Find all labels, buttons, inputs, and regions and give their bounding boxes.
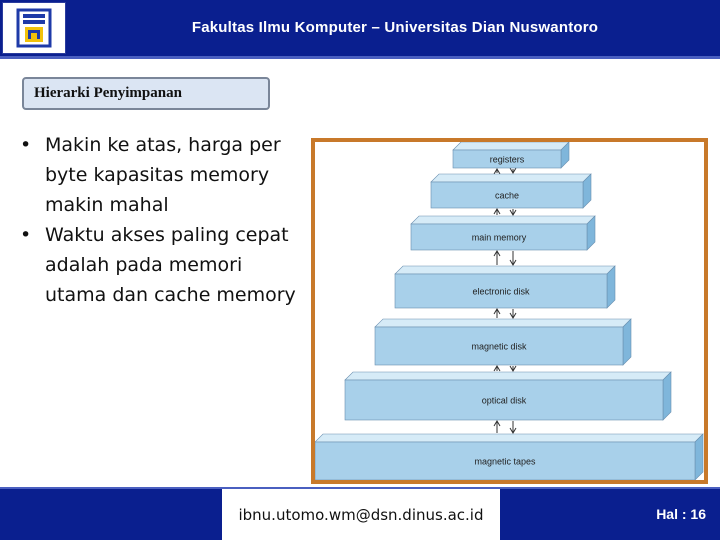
- level-label: electronic disk: [472, 286, 530, 297]
- level-side-face: [623, 319, 631, 365]
- header-title: Fakultas Ilmu Komputer – Universitas Dian Nuswantoro: [191, 19, 599, 36]
- university-logo: [2, 2, 66, 54]
- section-title-box: [22, 77, 270, 110]
- section-title: Hierarki Penyimpanan: [34, 85, 182, 101]
- bullet-text: Waktu akses paling cepat adalah pada memori utama dan cache memory: [45, 224, 296, 306]
- hierarchy-level: [395, 266, 615, 308]
- level-label: magnetic tapes: [474, 456, 536, 467]
- hierarchy-level: [345, 372, 671, 420]
- bullet-text: Makin ke atas, harga per byte kapasitas memory makin mahal: [45, 134, 281, 216]
- bullet-marker: •: [20, 134, 32, 156]
- hierarchy-level: [431, 174, 591, 208]
- level-label: main memory: [471, 232, 527, 243]
- storage-hierarchy-figure: [311, 138, 708, 484]
- level-top-face: [395, 266, 615, 274]
- level-label: optical disk: [481, 395, 527, 406]
- bullet-item: [18, 220, 303, 310]
- page-number: Hal : 16: [656, 506, 706, 522]
- level-top-face: [375, 319, 631, 327]
- level-label: magnetic disk: [471, 341, 527, 352]
- level-label: registers: [489, 154, 525, 165]
- level-top-face: [453, 142, 569, 150]
- bullet-list: [18, 130, 303, 310]
- footer-bar: [0, 487, 720, 540]
- footer-email: ibnu.utomo.wm@dsn.dinus.ac.id: [222, 489, 500, 542]
- hierarchy-level: [375, 319, 631, 365]
- level-top-face: [345, 372, 671, 380]
- hierarchy-level: [315, 434, 703, 480]
- hierarchy-level: [453, 142, 569, 168]
- level-side-face: [695, 434, 703, 480]
- level-side-face: [663, 372, 671, 420]
- hierarchy-level: [411, 216, 595, 250]
- header-divider: [0, 56, 720, 59]
- bullet-item: [18, 130, 303, 220]
- level-top-face: [315, 434, 703, 442]
- bullet-marker: •: [20, 224, 32, 246]
- header-bar: [0, 0, 720, 56]
- level-top-face: [431, 174, 591, 182]
- level-label: cache: [494, 190, 520, 201]
- level-top-face: [411, 216, 595, 224]
- storage-hierarchy-diagram: [315, 142, 704, 480]
